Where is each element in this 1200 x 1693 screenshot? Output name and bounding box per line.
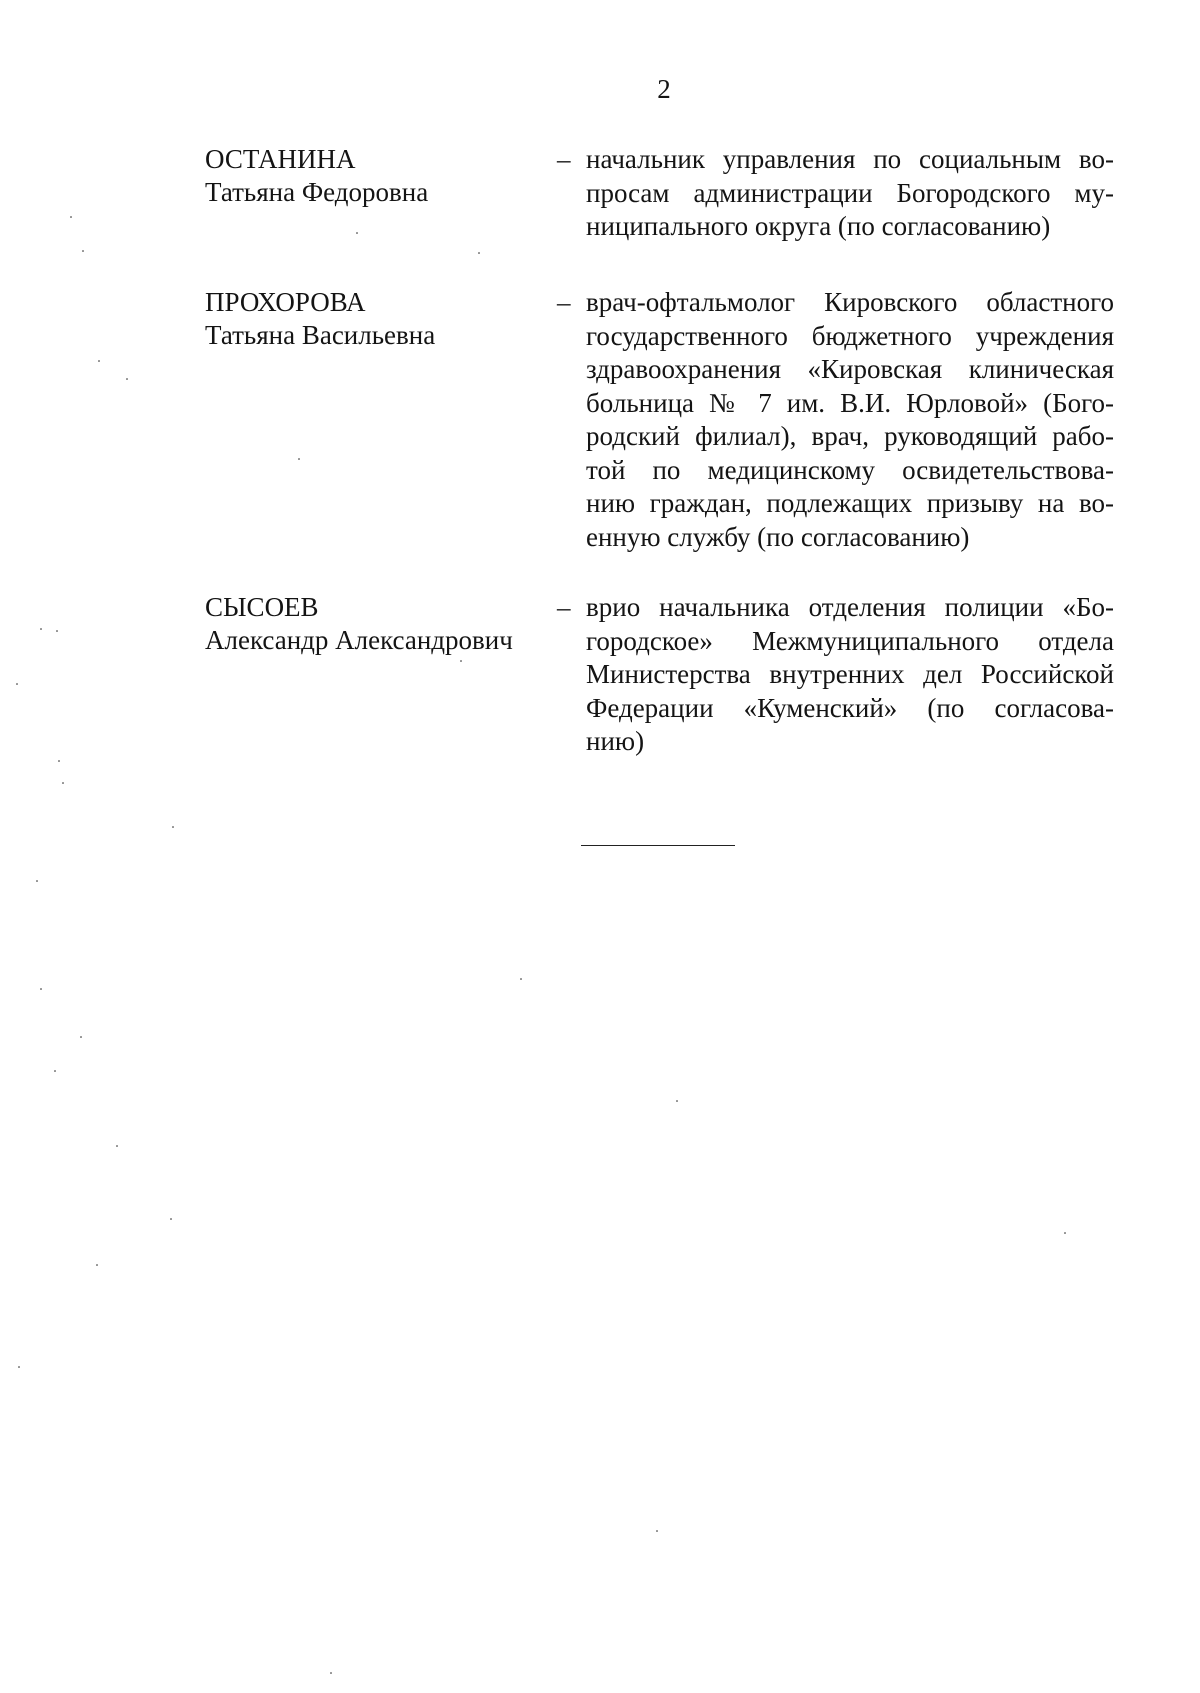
member-position	[586, 591, 1114, 759]
position-line: нию граждан, подлежащих призыву на во-	[586, 488, 1114, 518]
position-line: городское» Межмуниципального отдела	[586, 625, 1114, 656]
position-line: начальник управления по социальным во-	[586, 144, 1114, 174]
position-line: Федерации «Куменский» (по согласова-	[586, 692, 1114, 723]
member-position	[586, 143, 1114, 244]
member-given-names: Александр Александрович	[205, 625, 513, 655]
member-given-names: Татьяна Васильевна	[205, 320, 436, 350]
position-line: енную службу (по согласованию)	[586, 521, 970, 552]
position-line: той по медицинскому освидетельствова-	[586, 454, 1114, 485]
member-position	[586, 286, 1114, 554]
member-name	[205, 591, 545, 657]
position-line: Министерства внутренних дел Российской	[586, 659, 1114, 689]
page-number: 2	[657, 74, 671, 104]
position-line: больница № 7 им. В.И. Юрловой» (Бого-	[586, 387, 1114, 418]
dash-separator: –	[557, 592, 571, 622]
position-line: врач-офтальмолог Кировского областного	[586, 287, 1114, 317]
dash-separator: –	[557, 287, 571, 317]
position-line: нию)	[586, 726, 645, 756]
position-line: государственного бюджетного учреждения	[586, 320, 1114, 351]
position-line: просам администрации Богородского му-	[586, 177, 1114, 208]
member-given-names: Татьяна Федоровна	[205, 177, 429, 207]
closing-rule	[581, 845, 735, 846]
position-line: ниципального округа (по согласованию)	[586, 211, 1051, 241]
member-surname: СЫСОЕВ	[205, 592, 319, 622]
position-line: здравоохранения «Кировская клиническая	[586, 354, 1114, 384]
position-line: родский филиал), врач, руководящий рабо-	[586, 421, 1114, 451]
dash-separator: –	[557, 144, 571, 174]
member-surname: ПРОХОРОВА	[205, 287, 366, 317]
member-name	[205, 286, 545, 352]
position-line: врио начальника отделения полиции «Бо-	[586, 592, 1114, 622]
member-name	[205, 143, 545, 209]
member-surname: ОСТАНИНА	[205, 144, 356, 174]
